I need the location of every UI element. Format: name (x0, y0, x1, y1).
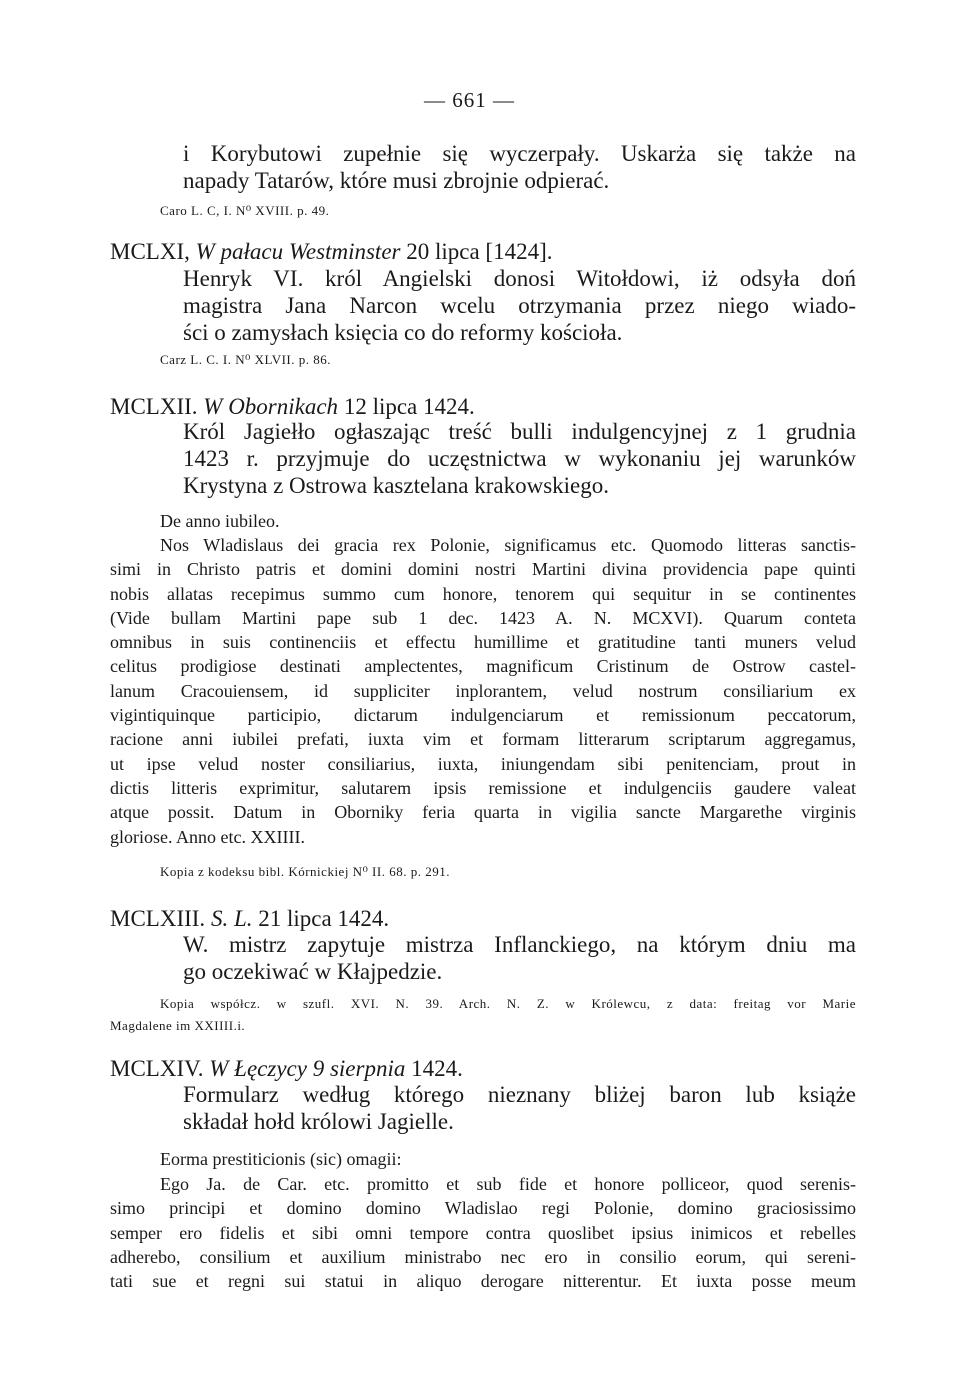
mclxiv-place: W Łęczycy (209, 1056, 307, 1081)
mclxi-body (183, 265, 856, 346)
mclxii-latin-line-8: vigintiquinque participio, dictarum indulgenciarum et remissionum peccatorum, (110, 705, 856, 726)
mclxi-source: Carz L. C. I. N⁰ XLVII. p. 86. (160, 352, 332, 367)
mclxii-latin-line-6: celitus prodigiose destinati amplectentes, magnificum Cristinum de Ostrow castel- (110, 656, 856, 677)
mclxiv-date-italic: 9 sierpnia (312, 1056, 406, 1081)
mclxii-latin-line-9: racione anni iubilei prefati, iuxta vim et formam litterarum scriptarum aggregamus, (110, 729, 856, 750)
mclxii-latin-line-1: Nos Wladislaus dei gracia rex Polonie, significamus etc. Quomodo litteras sanctis- (160, 535, 856, 555)
mclxiv-latin-line-2: simo principi et domino domino Wladislao regi Polonie, domino graciosissimo (110, 1198, 856, 1219)
mclxi-line-1: Henryk VI. król Angielski donosi Witołdowi, iż odsyła doń (183, 266, 856, 291)
mclxii-latin-line-7: lanum Cracouiensem, id suppliciter inplorantem, velud nostrum consiliarium ex (110, 680, 856, 701)
mclxii-number: MCLXII. (110, 394, 198, 419)
mclxii-body (183, 418, 856, 499)
mclxi-heading (110, 238, 553, 266)
mclxii-latin-line-11: dictis litteris exprimitur, salutarem ipsis remissione et indulgenciis gaudere valeat (110, 777, 856, 798)
mclxii-date: 12 lipca 1424. (343, 394, 475, 419)
intro-body (183, 140, 856, 194)
mclxi-line-3: ści o zamysłach księcia co do reformy kościoła. (183, 320, 623, 345)
mclxiv-latin-line-3: semper ero fidelis et sibi omni tempore contra quoslibet ipsius inimicos et rebelles (110, 1222, 856, 1243)
mclxiv-number: MCLXIV. (110, 1056, 204, 1081)
mclxii-line-1: Król Jagiełło ogłaszając treść bulli indulgencyjnej z 1 grudnia (183, 419, 856, 444)
mclxii-latin-line-10: ut ipse velud noster consiliarius, iuxta, iniungendam sibi penitenciam, prout in (110, 753, 856, 774)
mclxii-latin-line-13: gloriose. Anno etc. XXIIII. (110, 826, 305, 847)
mclxiii-source-line-2: Magdalene im XXIIII.i. (110, 1018, 246, 1033)
mclxiii-line-1: W. mistrz zapytuje mistrza Inflanckiego, na którym dniu ma (183, 932, 856, 957)
mclxii-latin-line-3: nobis allatas recepimus summo cum honore, tenorem qui sequitur in se continentes (110, 583, 856, 604)
mclxii-line-3: Krystyna z Ostrowa kasztelana krakowskiego. (183, 473, 610, 498)
mclxiv-heading (110, 1055, 463, 1083)
mclxiii-source (110, 993, 856, 1037)
mclxi-date: 20 lipca [1424]. (406, 239, 553, 264)
mclxiii-date: 21 lipca 1424. (258, 906, 390, 931)
mclxiii-heading (110, 905, 389, 933)
mclxi-number: MCLXI, (110, 239, 190, 264)
mclxii-latin-text (110, 533, 856, 849)
intro-line-2: napady Tatarów, które musi zbrojnie odpierać. (183, 168, 610, 193)
mclxiv-latin-line-4: adherebo, consilium et auxilium ministrabo nec ero in consilio eorum, qui sereni- (110, 1246, 856, 1267)
mclxiv-latin-line-1: Ego Ja. de Car. etc. promitto et sub fide et honore polliceor, quod serenis- (160, 1174, 856, 1194)
mclxiii-source-line-1: Kopia współcz. w szufl. XVI. N. 39. Arch. N. Z. w Królewcu, z data: freitag vor Marie (160, 996, 856, 1011)
mclxii-latin-line-2: simi in Christo patris et domini domini nostri Martini divina providencia pape quinti (110, 559, 856, 580)
mclxiv-body (183, 1081, 856, 1135)
mclxiii-body (183, 931, 856, 985)
mclxii-heading (110, 393, 475, 421)
mclxiv-line-1: Formularz według którego nieznany bliżej baron lub książe (183, 1082, 856, 1107)
mclxii-source: Kopia z kodeksu bibl. Kórnickiej N⁰ II. 68. p. 291. (160, 864, 450, 879)
mclxii-latin-line-12: atque possit. Datum in Oborniky feria quarta in vigilia sancte Margarethe virginis (110, 802, 856, 823)
mclxii-place: W Obornikach (203, 394, 339, 419)
intro-source: Caro L. C, I. N⁰ XVIII. p. 49. (160, 203, 330, 218)
mclxii-latin-title: De anno iubileo. (160, 511, 280, 531)
mclxiv-latin-title: Eorma prestiticionis (sic) omagii: (160, 1149, 402, 1169)
mclxi-line-2: magistra Jana Narcon wcelu otrzymania przez niego wiado- (183, 293, 856, 318)
mclxii-line-2: 1423 r. przyjmuje do uczęstnictwa w wykonaniu jej warunków (183, 446, 856, 471)
mclxiv-latin-text (110, 1172, 856, 1293)
mclxiii-line-2: go oczekiwać w Kłajpedzie. (183, 959, 443, 984)
page-number: — 661 — (424, 88, 515, 112)
mclxiii-number: MCLXIII. (110, 906, 206, 931)
intro-line-1: i Korybutowi zupełnie się wyczerpały. Uskarża się także na (183, 141, 856, 166)
mclxiv-line-2: składał hołd królowi Jagielle. (183, 1109, 454, 1134)
mclxii-latin-line-5: omnibus in suis continenciis et effectu humillime et gratitudine tanti muners velud (110, 632, 856, 653)
mclxi-place: W pałacu Westminster (195, 239, 401, 264)
mclxiv-date: 1424. (411, 1056, 463, 1081)
mclxiii-place: S. L. (210, 906, 253, 931)
mclxii-latin-line-4: (Vide bullam Martini pape sub 1 dec. 1423 A. N. MCXVI). Quarum conteta (110, 607, 856, 628)
mclxiv-latin-line-5: tati sue et regni sui statui in aliquo derogare nitterentur. Et iuxta posse meum (110, 1271, 856, 1292)
